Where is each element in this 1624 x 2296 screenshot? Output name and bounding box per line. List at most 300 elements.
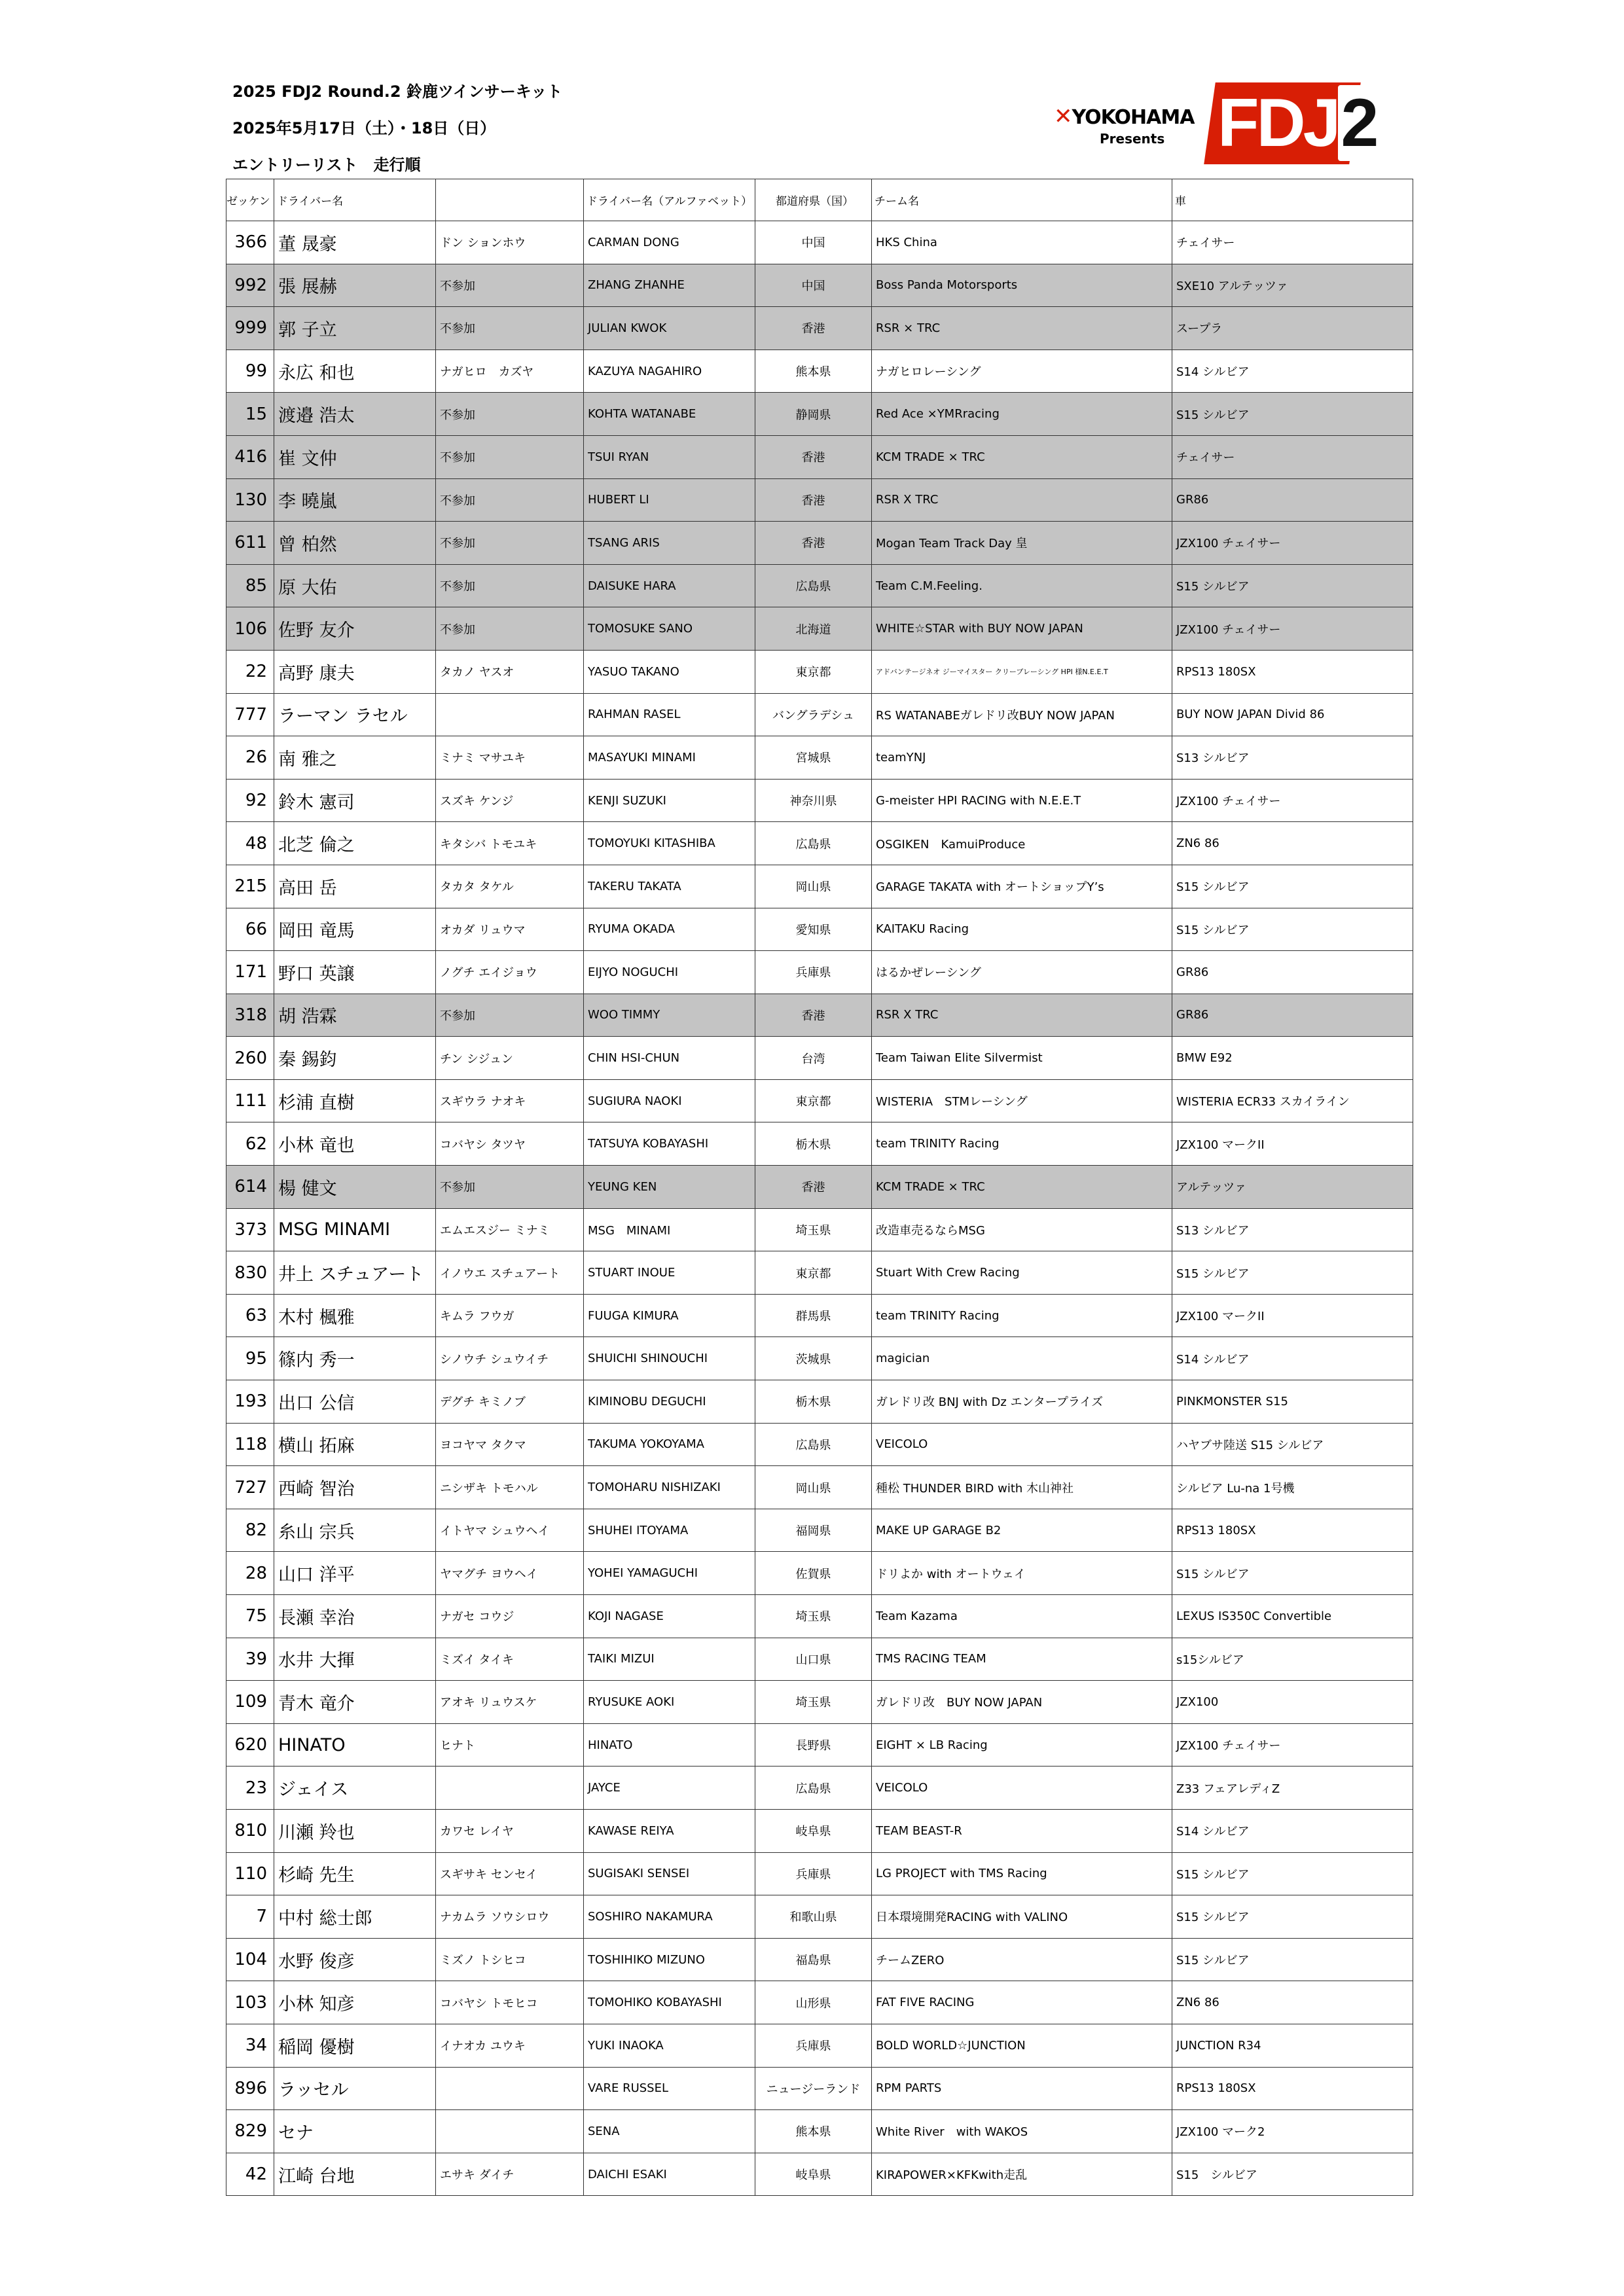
team-name: Red Ace ×YMRracing — [872, 393, 1172, 436]
prefecture: 東京都 — [755, 650, 872, 693]
driver-kana: ミナミ マサユキ — [436, 736, 584, 780]
team-name: RS WATANABEガレドリ改BUY NOW JAPAN — [872, 693, 1172, 736]
car-model: LEXUS IS350C Convertible — [1172, 1595, 1413, 1638]
car-model: JZX100 チェイサー — [1172, 607, 1413, 651]
table-header-row — [226, 179, 1413, 221]
driver-name: MSG MINAMI — [274, 1208, 436, 1251]
car-model: GR86 — [1172, 994, 1413, 1037]
driver-alpha-name: KOHTA WATANABE — [584, 393, 755, 436]
driver-alpha-name: TAKUMA YOKOYAMA — [584, 1423, 755, 1466]
driver-kana: 不参加 — [436, 393, 584, 436]
table-row — [226, 1723, 1413, 1767]
driver-kana: ナカムラ ソウシロウ — [436, 1895, 584, 1939]
car-model: SXE10 アルテッツァ — [1172, 264, 1413, 307]
table-row — [226, 1337, 1413, 1380]
car-model: WISTERIA ECR33 スカイライン — [1172, 1079, 1413, 1122]
driver-kana: ミズイ タイキ — [436, 1638, 584, 1681]
table-row — [226, 1895, 1413, 1939]
bib-number: 22 — [226, 650, 274, 693]
driver-kana: スズキ ケンジ — [436, 779, 584, 822]
driver-name: ラーマン ラセル — [274, 693, 436, 736]
driver-name: HINATO — [274, 1723, 436, 1767]
driver-alpha-name: RYUMA OKADA — [584, 908, 755, 951]
prefecture: 福岡県 — [755, 1509, 872, 1552]
table-row — [226, 1294, 1413, 1337]
driver-name: 董 晟豪 — [274, 221, 436, 264]
table-row — [226, 1852, 1413, 1895]
car-model: PINKMONSTER S15 — [1172, 1380, 1413, 1424]
bib-number: 318 — [226, 994, 274, 1037]
bib-number: 66 — [226, 908, 274, 951]
driver-alpha-name: YUKI INAOKA — [584, 2024, 755, 2067]
driver-alpha-name: DAICHI ESAKI — [584, 2153, 755, 2196]
bib-number: 611 — [226, 522, 274, 565]
car-model: S15 シルビア — [1172, 1552, 1413, 1595]
driver-kana: ミズノ トシヒコ — [436, 1938, 584, 1981]
bib-number: 130 — [226, 478, 274, 522]
table-row — [226, 1251, 1413, 1295]
car-model: S13 シルビア — [1172, 1208, 1413, 1251]
driver-name: 秦 錫鈞 — [274, 1037, 436, 1080]
car-model: BUY NOW JAPAN Divid 86 — [1172, 693, 1413, 736]
table-row — [226, 1809, 1413, 1852]
driver-kana: エムエスジー ミナミ — [436, 1208, 584, 1251]
bib-number: 75 — [226, 1595, 274, 1638]
driver-name: 南 雅之 — [274, 736, 436, 780]
driver-alpha-name: FUUGA KIMURA — [584, 1294, 755, 1337]
driver-alpha-name: SOSHIRO NAKAMURA — [584, 1895, 755, 1939]
team-name: HKS China — [872, 221, 1172, 264]
driver-kana: 不参加 — [436, 564, 584, 607]
driver-name: 高田 岳 — [274, 865, 436, 908]
driver-name: ラッセル — [274, 2067, 436, 2110]
driver-kana: 不参加 — [436, 435, 584, 478]
team-name: RSR X TRC — [872, 478, 1172, 522]
driver-name: 水井 大揮 — [274, 1638, 436, 1681]
driver-alpha-name: RYUSUKE AOKI — [584, 1681, 755, 1724]
driver-kana: タカタ タケル — [436, 865, 584, 908]
driver-alpha-name: RAHMAN RASEL — [584, 693, 755, 736]
table-row — [226, 435, 1413, 478]
driver-alpha-name: JULIAN KWOK — [584, 307, 755, 350]
driver-alpha-name: MASAYUKI MINAMI — [584, 736, 755, 780]
driver-kana: ヒナト — [436, 1723, 584, 1767]
driver-alpha-name: TOMOYUKI KITASHIBA — [584, 822, 755, 865]
team-name: FAT FIVE RACING — [872, 1981, 1172, 2024]
sponsor-logo — [1054, 79, 1401, 170]
prefecture: 香港 — [755, 478, 872, 522]
prefecture: 兵庫県 — [755, 951, 872, 994]
prefecture: 広島県 — [755, 822, 872, 865]
prefecture: 熊本県 — [755, 350, 872, 393]
bib-number: 366 — [226, 221, 274, 264]
table-row — [226, 564, 1413, 607]
driver-alpha-name: SENA — [584, 2110, 755, 2153]
driver-kana: ドン ションホウ — [436, 221, 584, 264]
driver-name: 鈴木 憲司 — [274, 779, 436, 822]
driver-kana: スギサキ センセイ — [436, 1852, 584, 1895]
driver-alpha-name: EIJYO NOGUCHI — [584, 951, 755, 994]
driver-kana: ノグチ エイジョウ — [436, 951, 584, 994]
team-name: RPM PARTS — [872, 2067, 1172, 2110]
driver-kana: シノウチ シュウイチ — [436, 1337, 584, 1380]
bib-number: 193 — [226, 1380, 274, 1424]
car-model: ZN6 86 — [1172, 822, 1413, 865]
table-row — [226, 1595, 1413, 1638]
prefecture: 香港 — [755, 1166, 872, 1209]
prefecture: 愛知県 — [755, 908, 872, 951]
table-row — [226, 736, 1413, 780]
team-name: VEICOLO — [872, 1767, 1172, 1810]
driver-kana: スギウラ ナオキ — [436, 1079, 584, 1122]
table-row — [226, 1552, 1413, 1595]
bib-number: 7 — [226, 1895, 274, 1939]
driver-name: 張 展赫 — [274, 264, 436, 307]
driver-kana — [436, 2110, 584, 2153]
driver-name: 北芝 倫之 — [274, 822, 436, 865]
driver-alpha-name: KIMINOBU DEGUCHI — [584, 1380, 755, 1424]
car-model: S15 シルビア — [1172, 393, 1413, 436]
prefecture: 岡山県 — [755, 865, 872, 908]
team-name: TMS RACING TEAM — [872, 1638, 1172, 1681]
driver-kana: カワセ レイヤ — [436, 1809, 584, 1852]
list-title: エントリーリスト 走行順 — [232, 156, 421, 174]
team-name: KIRAPOWER×KFKwith走乱 — [872, 2153, 1172, 2196]
event-dates: 2025年5月17日（土）・18日（日） — [232, 119, 496, 137]
team-name: MAKE UP GARAGE B2 — [872, 1509, 1172, 1552]
driver-alpha-name: SHUICHI SHINOUCHI — [584, 1337, 755, 1380]
table-row — [226, 1380, 1413, 1424]
fdj2-logo-text: FDJ2 — [1218, 86, 1379, 160]
driver-kana: 不参加 — [436, 522, 584, 565]
driver-name: 中村 総士郎 — [274, 1895, 436, 1939]
team-name: White River with WAKOS — [872, 2110, 1172, 2153]
prefecture: 福島県 — [755, 1938, 872, 1981]
car-model: JZX100 マーク2 — [1172, 2110, 1413, 2153]
driver-alpha-name: KAZUYA NAGAHIRO — [584, 350, 755, 393]
team-name: VEICOLO — [872, 1423, 1172, 1466]
car-model: RPS13 180SX — [1172, 2067, 1413, 2110]
driver-kana: エサキ ダイチ — [436, 2153, 584, 2196]
car-model: S14 シルビア — [1172, 1809, 1413, 1852]
team-name: RSR × TRC — [872, 307, 1172, 350]
header-team: チーム名 — [872, 179, 1172, 221]
driver-alpha-name: SHUHEI ITOYAMA — [584, 1509, 755, 1552]
team-name: Boss Panda Motorsports — [872, 264, 1172, 307]
bib-number: 620 — [226, 1723, 274, 1767]
table-row — [226, 2024, 1413, 2067]
prefecture: 埼玉県 — [755, 1595, 872, 1638]
driver-name: 曾 柏然 — [274, 522, 436, 565]
prefecture: 埼玉県 — [755, 1208, 872, 1251]
bib-number: 63 — [226, 1294, 274, 1337]
driver-alpha-name: CARMAN DONG — [584, 221, 755, 264]
driver-kana: ナガセ コウジ — [436, 1595, 584, 1638]
driver-kana: タカノ ヤスオ — [436, 650, 584, 693]
driver-alpha-name: YOHEI YAMAGUCHI — [584, 1552, 755, 1595]
team-name: 種松 THUNDER BIRD with 木山神社 — [872, 1466, 1172, 1509]
team-name: WISTERIA STMレーシング — [872, 1079, 1172, 1122]
driver-kana: ナガヒロ カズヤ — [436, 350, 584, 393]
bib-number: 85 — [226, 564, 274, 607]
team-name: ガレドリ改 BUY NOW JAPAN — [872, 1681, 1172, 1724]
team-name: LG PROJECT with TMS Racing — [872, 1852, 1172, 1895]
bib-number: 416 — [226, 435, 274, 478]
bib-number: 34 — [226, 2024, 274, 2067]
bib-number: 23 — [226, 1767, 274, 1810]
driver-kana: ニシザキ トモハル — [436, 1466, 584, 1509]
team-name: Mogan Team Track Day 皇 — [872, 522, 1172, 565]
bib-number: 999 — [226, 307, 274, 350]
car-model: S15 シルビア — [1172, 2153, 1413, 2196]
driver-name: 原 大佑 — [274, 564, 436, 607]
driver-alpha-name: TAKERU TAKATA — [584, 865, 755, 908]
bib-number: 215 — [226, 865, 274, 908]
driver-alpha-name: WOO TIMMY — [584, 994, 755, 1037]
prefecture: ニュージーランド — [755, 2067, 872, 2110]
prefecture: 広島県 — [755, 564, 872, 607]
driver-name: 糸山 宗兵 — [274, 1509, 436, 1552]
table-row — [226, 1208, 1413, 1251]
table-row — [226, 1681, 1413, 1724]
table-row — [226, 650, 1413, 693]
car-model: S15 シルビア — [1172, 908, 1413, 951]
car-model: チェイサー — [1172, 435, 1413, 478]
bib-number: 727 — [226, 1466, 274, 1509]
driver-alpha-name: STUART INOUE — [584, 1251, 755, 1295]
table-row — [226, 264, 1413, 307]
car-model: s15シルビア — [1172, 1638, 1413, 1681]
prefecture: 岐阜県 — [755, 2153, 872, 2196]
table-row — [226, 607, 1413, 651]
driver-name: 稲岡 優樹 — [274, 2024, 436, 2067]
car-model: Z33 フェアレディZ — [1172, 1767, 1413, 1810]
prefecture: 栃木県 — [755, 1380, 872, 1424]
table-row — [226, 779, 1413, 822]
driver-alpha-name: SUGIURA NAOKI — [584, 1079, 755, 1122]
prefecture: 香港 — [755, 435, 872, 478]
driver-alpha-name: TSUI RYAN — [584, 435, 755, 478]
driver-alpha-name: KAWASE REIYA — [584, 1809, 755, 1852]
bib-number: 15 — [226, 393, 274, 436]
driver-alpha-name: HINATO — [584, 1723, 755, 1767]
prefecture: 和歌山県 — [755, 1895, 872, 1939]
table-row — [226, 522, 1413, 565]
prefecture: 北海道 — [755, 607, 872, 651]
car-model: スープラ — [1172, 307, 1413, 350]
car-model: ZN6 86 — [1172, 1981, 1413, 2024]
team-name: EIGHT × LB Racing — [872, 1723, 1172, 1767]
car-model: S15 シルビア — [1172, 1852, 1413, 1895]
team-name: 改造車売るならMSG — [872, 1208, 1172, 1251]
car-model: JZX100 チェイサー — [1172, 779, 1413, 822]
team-name: ドリよか with オートウェイ — [872, 1552, 1172, 1595]
team-name: OSGIKEN KamuiProduce — [872, 822, 1172, 865]
prefecture: 神奈川県 — [755, 779, 872, 822]
driver-name: 山口 洋平 — [274, 1552, 436, 1595]
team-name: アドバンテージネオ ジーマイスター クリーブレーシング HPI 様N.E.E.T — [872, 650, 1172, 693]
bib-number: 830 — [226, 1251, 274, 1295]
bib-number: 62 — [226, 1122, 274, 1166]
table-row — [226, 908, 1413, 951]
prefecture: 長野県 — [755, 1723, 872, 1767]
driver-kana: 不参加 — [436, 1166, 584, 1209]
car-model: S15 シルビア — [1172, 1895, 1413, 1939]
team-name: BOLD WORLD☆JUNCTION — [872, 2024, 1172, 2067]
driver-alpha-name: KOJI NAGASE — [584, 1595, 755, 1638]
driver-alpha-name: YEUNG KEN — [584, 1166, 755, 1209]
prefecture: 群馬県 — [755, 1294, 872, 1337]
header-car: 車 — [1172, 179, 1413, 221]
team-name: KCM TRADE × TRC — [872, 435, 1172, 478]
driver-alpha-name: TOMOHARU NISHIZAKI — [584, 1466, 755, 1509]
driver-name: 横山 拓麻 — [274, 1423, 436, 1466]
driver-kana: 不参加 — [436, 307, 584, 350]
team-name: KAITAKU Racing — [872, 908, 1172, 951]
table-row — [226, 2153, 1413, 2196]
car-model: JZX100 チェイサー — [1172, 1723, 1413, 1767]
driver-name: 高野 康夫 — [274, 650, 436, 693]
team-name: KCM TRADE × TRC — [872, 1166, 1172, 1209]
table-row — [226, 478, 1413, 522]
bib-number: 26 — [226, 736, 274, 780]
prefecture: 岐阜県 — [755, 1809, 872, 1852]
car-model: S15 シルビア — [1172, 564, 1413, 607]
driver-kana: ヤマグチ ヨウヘイ — [436, 1552, 584, 1595]
car-model: GR86 — [1172, 478, 1413, 522]
bib-number: 810 — [226, 1809, 274, 1852]
bib-number: 110 — [226, 1852, 274, 1895]
driver-kana: イトヤマ シュウヘイ — [436, 1509, 584, 1552]
driver-alpha-name: TAIKI MIZUI — [584, 1638, 755, 1681]
prefecture: 東京都 — [755, 1251, 872, 1295]
table-row — [226, 1981, 1413, 2024]
prefecture: 兵庫県 — [755, 2024, 872, 2067]
bib-number: 777 — [226, 693, 274, 736]
table-row — [226, 693, 1413, 736]
car-model: JZX100 マークII — [1172, 1122, 1413, 1166]
prefecture: 兵庫県 — [755, 1852, 872, 1895]
prefecture: 中国 — [755, 221, 872, 264]
bib-number: 103 — [226, 1981, 274, 2024]
table-row — [226, 393, 1413, 436]
prefecture: 岡山県 — [755, 1466, 872, 1509]
team-name: ナガヒロレーシング — [872, 350, 1172, 393]
table-row — [226, 2067, 1413, 2110]
bib-number: 82 — [226, 1509, 274, 1552]
driver-alpha-name: VARE RUSSEL — [584, 2067, 755, 2110]
driver-kana: チン シジュン — [436, 1037, 584, 1080]
driver-alpha-name: TOSHIHIKO MIZUNO — [584, 1938, 755, 1981]
team-name: Team C.M.Feeling. — [872, 564, 1172, 607]
driver-name: 篠内 秀一 — [274, 1337, 436, 1380]
entry-list-table — [226, 179, 1413, 2196]
header-prefecture: 都道府県（国） — [755, 179, 872, 221]
bib-number: 28 — [226, 1552, 274, 1595]
car-model: S15 シルビア — [1172, 1251, 1413, 1295]
bib-number: 99 — [226, 350, 274, 393]
team-name: RSR X TRC — [872, 994, 1172, 1037]
car-model: チェイサー — [1172, 221, 1413, 264]
table-row — [226, 1638, 1413, 1681]
team-name: G-meister HPI RACING with N.E.E.T — [872, 779, 1172, 822]
driver-alpha-name: ZHANG ZHANHE — [584, 264, 755, 307]
bib-number: 118 — [226, 1423, 274, 1466]
car-model: RPS13 180SX — [1172, 1509, 1413, 1552]
bib-number: 92 — [226, 779, 274, 822]
table-row — [226, 994, 1413, 1037]
car-model: JUNCTION R34 — [1172, 2024, 1413, 2067]
table-row — [226, 1079, 1413, 1122]
driver-name: 胡 浩霖 — [274, 994, 436, 1037]
prefecture: 静岡県 — [755, 393, 872, 436]
prefecture: 広島県 — [755, 1423, 872, 1466]
driver-name: セナ — [274, 2110, 436, 2153]
car-model: JZX100 — [1172, 1681, 1413, 1724]
driver-alpha-name: HUBERT LI — [584, 478, 755, 522]
prefecture: 広島県 — [755, 1767, 872, 1810]
prefecture: 栃木県 — [755, 1122, 872, 1166]
driver-name: 江崎 台地 — [274, 2153, 436, 2196]
car-model: S13 シルビア — [1172, 736, 1413, 780]
car-model: S14 シルビア — [1172, 350, 1413, 393]
team-name: team TRINITY Racing — [872, 1294, 1172, 1337]
table-row — [226, 1423, 1413, 1466]
prefecture: 山形県 — [755, 1981, 872, 2024]
bib-number: 260 — [226, 1037, 274, 1080]
bib-number: 106 — [226, 607, 274, 651]
driver-kana: アオキ リュウスケ — [436, 1681, 584, 1724]
bib-number: 39 — [226, 1638, 274, 1681]
driver-kana: オカダ リュウマ — [436, 908, 584, 951]
car-model: JZX100 チェイサー — [1172, 522, 1413, 565]
driver-alpha-name: DAISUKE HARA — [584, 564, 755, 607]
driver-name: 杉浦 直樹 — [274, 1079, 436, 1122]
prefecture: 東京都 — [755, 1079, 872, 1122]
prefecture: バングラデシュ — [755, 693, 872, 736]
team-name: 日本環境開発RACING with VALINO — [872, 1895, 1172, 1939]
car-model: RPS13 180SX — [1172, 650, 1413, 693]
table-row — [226, 307, 1413, 350]
table-row — [226, 1122, 1413, 1166]
driver-kana: キムラ フウガ — [436, 1294, 584, 1337]
car-model: BMW E92 — [1172, 1037, 1413, 1080]
bib-number: 111 — [226, 1079, 274, 1122]
team-name: チームZERO — [872, 1938, 1172, 1981]
driver-alpha-name: YASUO TAKANO — [584, 650, 755, 693]
team-name: GARAGE TAKATA with オートショップY’s — [872, 865, 1172, 908]
driver-kana: 不参加 — [436, 264, 584, 307]
table-row — [226, 1466, 1413, 1509]
team-name: TEAM BEAST-R — [872, 1809, 1172, 1852]
header-bib: ゼッケン — [226, 179, 274, 221]
driver-name: 西崎 智治 — [274, 1466, 436, 1509]
presents-label: Presents — [1100, 131, 1165, 147]
driver-name: 川瀬 羚也 — [274, 1809, 436, 1852]
driver-name: 岡田 竜馬 — [274, 908, 436, 951]
car-model: S15 シルビア — [1172, 865, 1413, 908]
driver-name: 小林 知彦 — [274, 1981, 436, 2024]
driver-alpha-name: TOMOSUKE SANO — [584, 607, 755, 651]
table-row — [226, 1938, 1413, 1981]
driver-alpha-name: SUGISAKI SENSEI — [584, 1852, 755, 1895]
header-alpha-name: ドライバー名（アルファベット） — [584, 179, 755, 221]
car-model: S15 シルビア — [1172, 1938, 1413, 1981]
prefecture: 熊本県 — [755, 2110, 872, 2153]
bib-number: 992 — [226, 264, 274, 307]
table-row — [226, 865, 1413, 908]
prefecture: 埼玉県 — [755, 1681, 872, 1724]
